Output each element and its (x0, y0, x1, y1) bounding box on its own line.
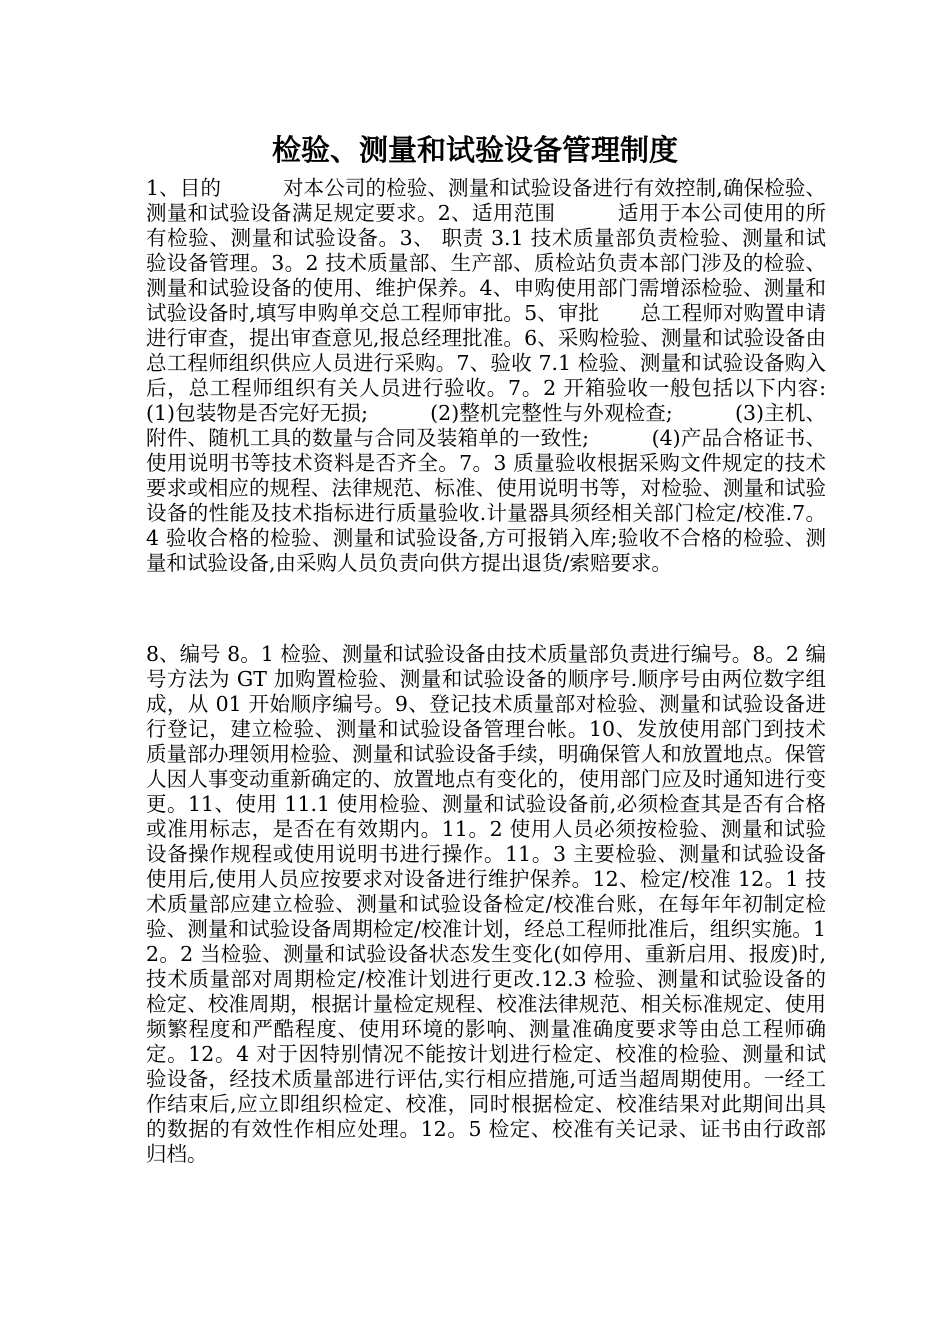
body-paragraph-1: 1、目的 对本公司的检验、测量和试验设备进行有效控制,确保检验、测量和试验设备满足规定要求。2、适用范围 适用于本公司使用的所有检验、测量和试验设备。3、 职责 3.1 技术质量部负责检验、测量和试验设备管理。3。2 技术质量部、生产部、质检站负责本部门涉及的检验、测量和试验设备的使用、维护保养。4、申购使用部门需增添检验、测量和试验设备时,填写申购单交总工程师审批。5、审批 总工程师对购置申请进行审查，提出审查意见,报总经理批准。6、采购检验、测量和试验设备由总工程师组织供应人员进行采购。7、验收 7.1 检验、测量和试验设备购入后，总工程师组织有关人员进行验收。7。2 开箱验收一般包括以下内容: (1)包装物是否完好无损; (2)整机完整性与外观检查; (3)主机、附件、随机工具的数量与合同及装箱单的一致性; (4)产品合格证书、使用说明书等技术资料是否齐全。7。3 质量验收根据采购文件规定的技术要求或相应的规程、法律规范、标准、使用说明书等，对检验、测量和试验设备的性能及技术指标进行质量验收.计量器具须经相关部门检定/校准.7。4 验收合格的检验、测量和试验设备,方可报销入库;验收不合格的检验、测量和试验设备,由采购人员负责向供方提出退货/索赔要求。 (146, 176, 888, 575)
document-title: 检验、测量和试验设备管理制度 (271, 133, 678, 167)
body-paragraph-2: 8、编号 8。1 检验、测量和试验设备由技术质量部负责进行编号。8。2 编号方法为 GT 加购置检验、测量和试验设备的顺序号.顺序号由两位数字组成，从 01 开始顺序编号。9、登记技术质量部对检验、测量和试验设备进行登记，建立检验、测量和试验设备管理台帐。10、发放使用部门到技术质量部办理领用检验、测量和试验设备手续，明确保管人和放置地点。保管人因人事变动重新确定的、放置地点有变化的，使用部门应及时通知进行变更。11、使用 11.1 使用检验、测量和试验设备前,必须检查其是否有合格或准用标志，是否在有效期内。11。2 使用人员必须按检验、测量和试验设备操作规程或使用说明书进行操作。11。3 主要检验、测量和试验设备使用后,使用人员应按要求对设备进行维护保养。12、检定/校准 12。1 技术质量部应建立检验、测量和试验设备检定/校准台账，在每年年初制定检验、测量和试验设备周期检定/校准计划，经总工程师批准后，组织实施。12。2 当检验、测量和试验设备状态发生变化(如停用、重新启用、报废)时,技术质量部对周期检定/校准计划进行更改.12.3 检验、测量和试验设备的检定、校准周期，根据计量检定规程、校准法律规范、相关标准规定、使用频繁程度和严酷程度、使用环境的影响、测量准确度要求等由总工程师确定。12。4 对于因特别情况不能按计划进行检定、校准的检验、测量和试验设备，经技术质量部进行评估,实行相应措施,可适当超周期使用。一经工作结束后,应立即组织检定、校准，同时根据检定、校准结果对此期间出具的数据的有效性作相应处理。12。5 检定、校准有关记录、证书由行政部归档。 (146, 642, 826, 1166)
